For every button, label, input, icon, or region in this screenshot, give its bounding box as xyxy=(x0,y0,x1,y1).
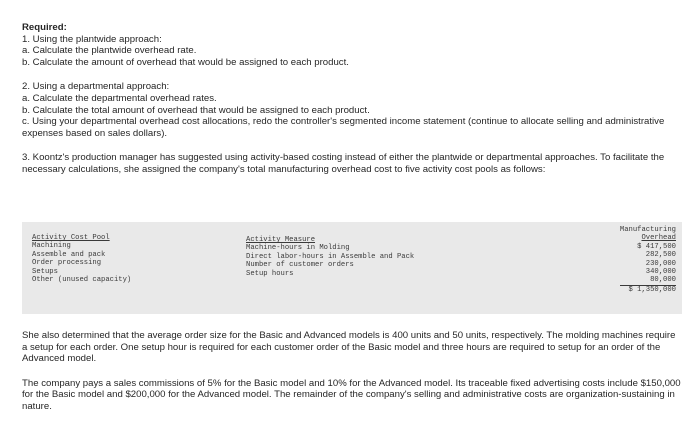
measure-cell: Setup hours xyxy=(246,269,294,278)
measure-header: Activity Measure xyxy=(246,236,316,244)
activity-cost-table xyxy=(22,222,682,314)
cost-cell: 340,000 xyxy=(645,268,676,277)
cost-cell: 230,000 xyxy=(645,259,676,268)
pool-cell: Assemble and pack xyxy=(32,250,106,259)
measure-cell: Machine-hours in Molding xyxy=(246,244,350,253)
q2-b: b. Calculate the total amount of overhead that would be assigned to each product. xyxy=(22,104,370,116)
cost-cell: $ 417,500 xyxy=(637,242,676,251)
pool-cell: Setups xyxy=(32,267,58,276)
note-paragraph-order-size: She also determined that the average order size for the Basic and Advanced models is 400 units and 50 units, respectively. The molding machines require a setup for each order. One setup hour is required for each customer order of the Basic model and three hours are required to setup for an order of the Advanced model. xyxy=(22,330,676,365)
q1-b: b. Calculate the amount of overhead that would be assigned to each product. xyxy=(22,56,349,68)
measure-cell: Number of customer orders xyxy=(246,261,354,270)
q2-block xyxy=(22,81,682,139)
q3-text: 3. Koontz's production manager has suggested using activity-based costing instead of either the plantwide or departmental approaches. To facilitate the necessary calculations, she assigned the company's total manufacturing overhead cost to five activity cost pools as follows: xyxy=(22,152,665,175)
required-section xyxy=(22,22,682,176)
pool-cell: Order processing xyxy=(32,259,102,268)
required-heading: Required: xyxy=(22,22,67,33)
cost-cell: 80,000 xyxy=(650,276,676,285)
q2-title: 2. Using a departmental approach: xyxy=(22,81,170,93)
cost-header-line2: Overhead xyxy=(641,234,676,243)
pool-column xyxy=(32,234,131,284)
measure-cell: Direct labor-hours in Assemble and Pack xyxy=(246,252,415,261)
cost-cell: 282,500 xyxy=(645,251,676,260)
note-paragraph-commissions: The company pays a sales commissions of 5% for the Basic model and 10% for the Advanced model. Its traceable fixed advertising costs include $150,000 for the Basic model and $200,000 for the Advanced model. The remainder of the company's selling and administrative costs are organization-sustaining in nature. xyxy=(22,377,681,412)
notes-section xyxy=(22,330,682,413)
q2-a: a. Calculate the departmental overhead rates. xyxy=(22,92,217,104)
q3-block xyxy=(22,152,682,175)
pool-cell: Machining xyxy=(32,242,71,251)
pool-cell: Other (unused capacity) xyxy=(32,276,132,285)
q2-c: c. Using your departmental overhead cost allocations, redo the controller's segmented income statement (continue to allocate selling and administrative expenses based on sales dollars). xyxy=(22,116,665,139)
cost-column xyxy=(620,226,676,294)
pool-header: Activity Cost Pool xyxy=(32,234,110,242)
measure-column xyxy=(246,236,414,278)
cost-total: $ 1,350,000 xyxy=(620,285,676,294)
q1-title: 1. Using the plantwide approach: xyxy=(22,33,162,45)
cost-header-line1: Manufacturing xyxy=(619,226,676,234)
q1-a: a. Calculate the plantwide overhead rate. xyxy=(22,45,197,57)
